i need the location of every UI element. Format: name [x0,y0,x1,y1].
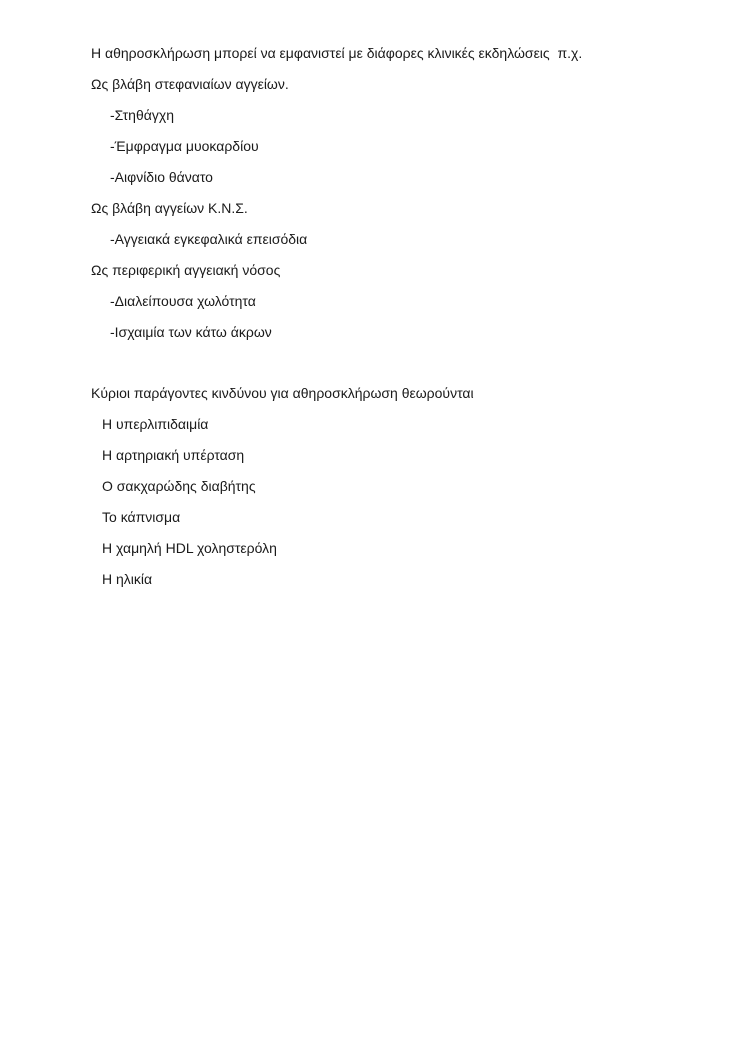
list-item: -Αγγειακά εγκεφαλικά επεισόδια [110,231,308,247]
risk-factor-item: Ο σακχαρώδης διαβήτης [102,478,256,494]
list-item: -Αιφνίδιο θάνατο [110,169,213,185]
list-item: -Στηθάγχη [110,107,174,123]
intro-text: Η αθηροσκλήρωση μπορεί να εμφανιστεί με διάφορες κλινικές εκδηλώσεις π.χ. [91,45,583,61]
group-heading-cns: Ως βλάβη αγγείων Κ.Ν.Σ. [91,200,248,216]
risk-factors-heading: Κύριοι παράγοντες κινδύνου για αθηροσκλήρωση θεωρούνται [91,385,474,401]
risk-factor-item: Το κάπνισμα [102,509,181,525]
group-heading-coronary: Ως βλάβη στεφανιαίων αγγείων. [91,76,289,92]
group-heading-peripheral: Ως περιφερική αγγειακή νόσος [91,262,281,278]
risk-factor-item: Η αρτηριακή υπέρταση [102,447,245,463]
risk-factor-item: Η ηλικία [102,571,153,587]
list-item: -Έμφραγμα μυοκαρδίου [110,138,259,154]
risk-factor-item: Η υπερλιπιδαιμία [102,416,209,432]
list-item: -Ισχαιμία των κάτω άκρων [110,324,272,340]
risk-factor-item: Η χαμηλή HDL χοληστερόλη [102,540,277,556]
list-item: -Διαλείπουσα χωλότητα [110,293,256,309]
